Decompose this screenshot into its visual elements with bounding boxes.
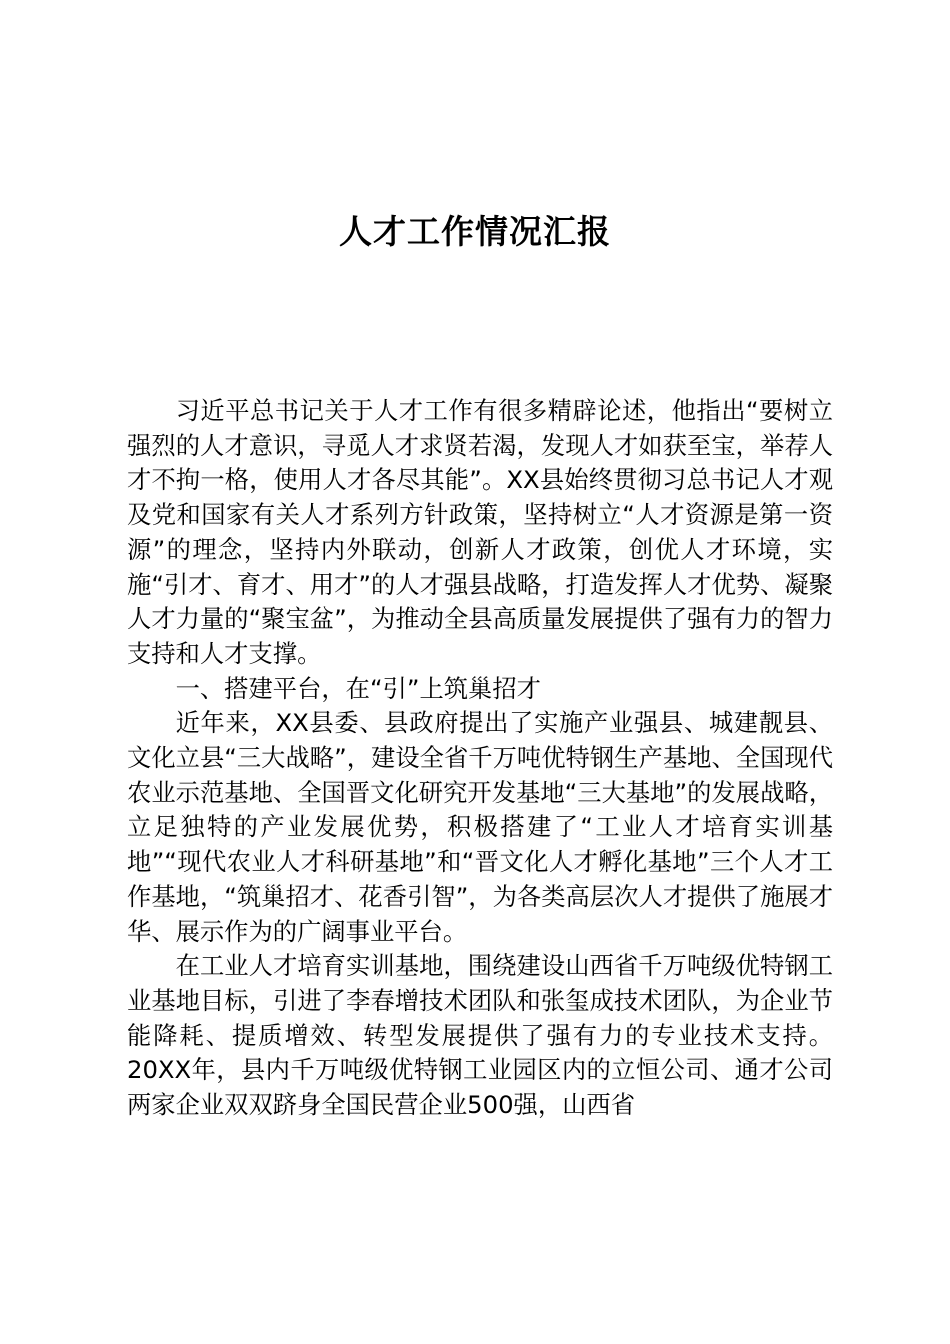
section-heading-1: 一、搭建平台，在“引”上筑巢招才	[175, 673, 541, 703]
paragraph-platform: 近年来，XX县委、县政府提出了实施产业强县、城建靓县、文化立县“三大战略”，建设全省千万吨优特钢生产基地、全国现代农业示范基地、全国晋文化研究开发基地“三大基地”的发展战略，立足独特的产业发展优势，积极搭建了“工业人才培育实训基地”“现代农业人才科研基地”和“晋文化人才孵化基地”三个人才工作基地，“筑巢招才、花香引智”，为各类高层次人才提供了施展才华、展示作为的广阔事业平台。	[127, 708, 833, 946]
paragraph-intro: 习近平总书记关于人才工作有很多精辟论述，他指出“要树立强烈的人才意识，寻觅人才求贤若渴，发现人才如获至宝，举荐人才不拘一格，使用人才各尽其能”。XX县始终贯彻习总书记人才观及党和国家有关人才系列方针政策，坚持树立“人才资源是第一资源”的理念，坚持内外联动，创新人才政策，创优人才环境，实施“引才、育才、用才”的人才强县战略，打造发挥人才优势、凝聚人才力量的“聚宝盆”，为推动全县高质量发展提供了强有力的智力支持和人才支撑。	[127, 396, 833, 668]
document-body	[127, 394, 833, 1123]
paragraph-industrial-base: 在工业人才培育实训基地，围绕建设山西省千万吨级优特钢工业基地目标，引进了李春增技术团队和张玺成技术团队，为企业节能降耗、提质增效、转型发展提供了强有力的专业技术支持。20XX年，县内千万吨级优特钢工业园区内的立恒公司、通才公司两家企业双双跻身全国民营企业500强，山西省	[127, 951, 833, 1120]
document-title: 人才工作情况汇报	[339, 212, 611, 251]
